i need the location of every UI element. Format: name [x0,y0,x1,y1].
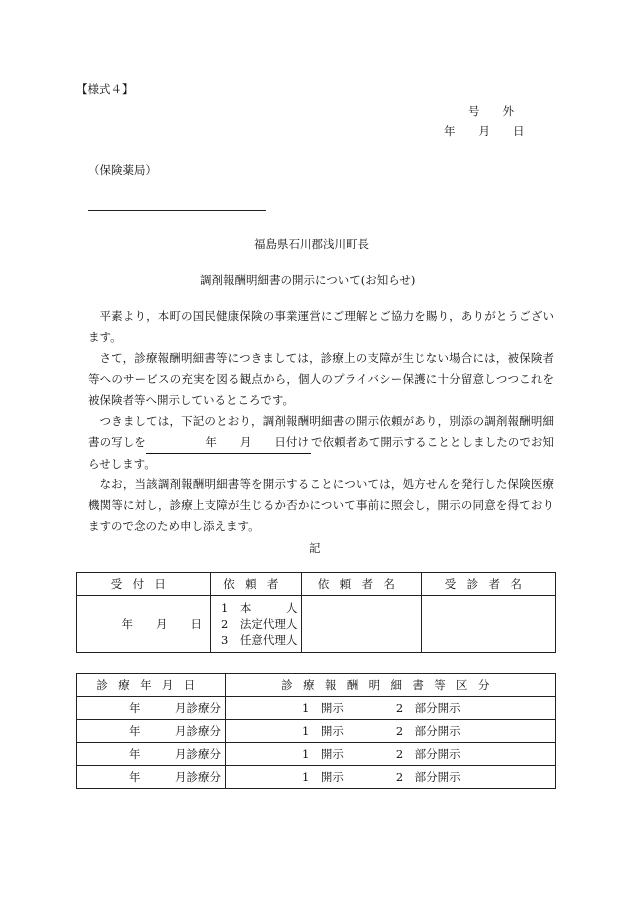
option-partial-disclose: 2 部分開示 [395,724,461,738]
receipt-date-cell: 年 月 日 [77,596,211,653]
paragraph-3 [88,411,554,475]
paragraph-1: 平素より，本町の国民健康保険の事業運営にご理解とご協力を賜り，ありがとうございます。 [88,309,554,344]
category-cell [226,697,556,720]
requester-name-cell [302,596,422,653]
option-disclose: 1 開示 [302,701,344,715]
form-label: 【様式４】 [76,82,134,96]
treatment-month-cell: 年 月診療分 [77,743,226,766]
recipient-signature-line [88,210,266,211]
disclosure-date-blank: 年 月 日付け [146,432,311,454]
recipient-label: （保険薬局） [88,163,157,177]
option-self: 1 本 人 [221,601,298,615]
document-title: 調剤報酬明細書の開示について(お知らせ) [200,273,416,287]
option-partial-disclose: 2 部分開示 [395,701,461,715]
table-row [77,766,556,789]
treatment-month-cell: 年 月診療分 [77,720,226,743]
paragraph-3-lead: つきましては，下記のとおり，調剤報酬明細書の開示依頼があり，別添の調剤報酬明細書の写しを [88,414,554,449]
table-row [77,697,556,720]
option-disclose: 1 開示 [302,747,344,761]
option-partial-disclose: 2 部分開示 [395,770,461,784]
category-cell [226,766,556,789]
paragraph-2: さて，診療報酬明細書等につきましては，診療上の支障が生じない場合には，被保険者等へのサービスの充実を図る観点から，個人のプライバシー保護に十分留意しつつこれを被保険者等へ開示しているところです。 [88,351,554,407]
table-row [77,720,556,743]
category-cell [226,743,556,766]
document-number: 号 外 [468,104,514,118]
patient-name-cell [422,596,556,653]
ki-heading: 記 [309,541,321,555]
treatment-month-cell: 年 月診療分 [77,697,226,720]
option-partial-disclose: 2 部分開示 [395,747,461,761]
category-cell [226,720,556,743]
table-row [77,743,556,766]
option-voluntary-agent: 3 任意代理人 [221,633,298,647]
option-disclose: 1 開示 [302,770,344,784]
paragraph-3-tail: で依頼者あて開示することとしましたのでお知らせします。 [88,435,555,471]
request-table [76,572,556,653]
header-treatment-month: 診療年月日 [77,674,226,697]
option-disclose: 1 開示 [302,724,344,738]
header-statement-category: 診療報酬明細書等区分 [226,674,556,697]
header-requester: 依頼者 [211,573,302,596]
requester-type-cell [211,596,302,653]
document-date: 年 月 日 [444,124,525,138]
treatment-month-cell: 年 月診療分 [77,766,226,789]
statement-table [76,673,556,789]
sender-name: 福島県石川郡浅川町長 [254,237,369,251]
paragraph-4: なお，当該調剤報酬明細書等を開示することについては，処方せんを発行した保険医療機関等に対し，診療上支障が生じるか否かについて事前に照会し，開示の同意を得ておりますので念のため申し添えます。 [88,477,554,533]
header-uketsuke-date: 受付日 [77,573,211,596]
header-patient-name: 受診者名 [422,573,556,596]
option-legal-agent: 2 法定代理人 [221,617,298,631]
header-requester-name: 依頼者名 [302,573,422,596]
